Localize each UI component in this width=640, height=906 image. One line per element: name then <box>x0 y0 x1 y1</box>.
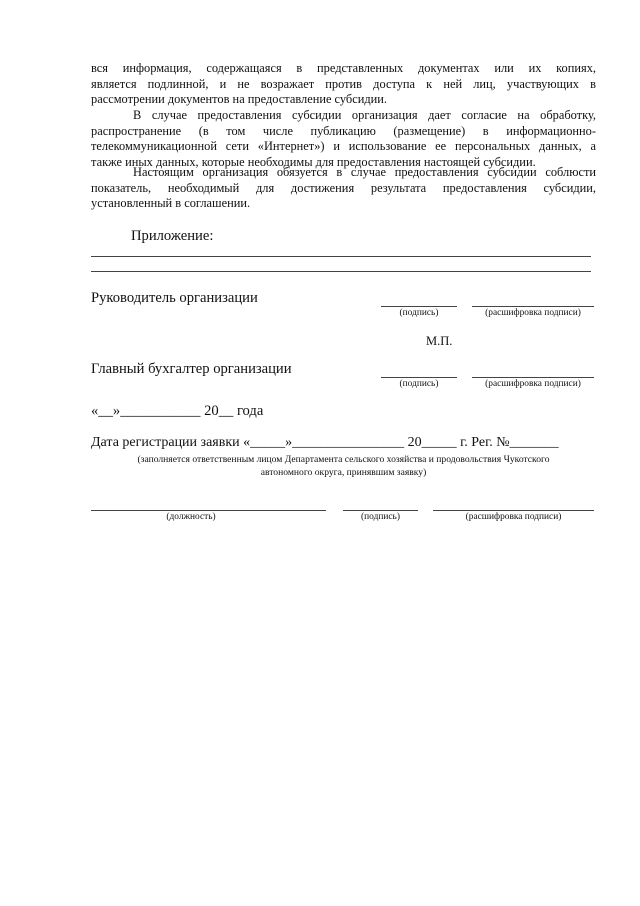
official-signature-line[interactable] <box>343 510 418 511</box>
paragraph-line: также иных данных, которые необходимы для предоставления настоящей субсидии. <box>91 154 536 169</box>
accountant-title: Главный бухгалтер организации <box>91 361 292 377</box>
attachment-label: Приложение: <box>131 228 214 244</box>
paragraph-line: распространение (в том числе публикацию (размещение) в информационно- <box>91 123 596 138</box>
paragraph-line: вся информация, содержащаяся в представленных документах или их копиях, <box>91 61 596 75</box>
paragraph-consent <box>91 108 596 170</box>
decode-caption: (расшифровка подписи) <box>485 379 581 389</box>
paragraph-authenticity <box>91 61 596 108</box>
decode-caption: (расшифровка подписи) <box>465 512 562 522</box>
signature-caption: (подпись) <box>399 379 439 389</box>
registration-note: (заполняется ответственным лицом Департамента сельского хозяйства и продовольствия Чукотского <box>137 454 550 465</box>
head-decode-line[interactable] <box>472 306 594 307</box>
position-caption: (должность) <box>166 512 216 522</box>
paragraph-line: показатель, необходимый для достижения результата предоставления субсидии, <box>91 180 596 195</box>
accountant-signature-line[interactable] <box>381 377 457 378</box>
registration-field[interactable]: Дата регистрации заявки «_____»________________ 20_____ г. Рег. №_______ <box>91 435 559 450</box>
registration-note: автономного округа, принявшим заявку) <box>260 467 427 478</box>
date-field[interactable]: «__»___________ 20__ года <box>91 403 264 419</box>
attachment-line[interactable] <box>91 256 591 257</box>
attachment-line[interactable] <box>91 271 591 272</box>
paragraph-line: рассмотрении документов на предоставление субсидии. <box>91 92 388 107</box>
paragraph-line: установленный в соглашении. <box>91 196 251 211</box>
signature-caption: (подпись) <box>361 512 400 522</box>
paragraph-line: Настоящим организация обязуется в случае предоставления субсидии соблюсти <box>133 165 596 179</box>
official-decode-line[interactable] <box>433 510 594 511</box>
signature-caption: (подпись) <box>399 308 439 318</box>
head-title: Руководитель организации <box>91 290 258 306</box>
paragraph-obligation <box>91 165 596 212</box>
paragraph-line: телекоммуникационной сети «Интернет») и использование ее персональных данных, а <box>91 139 596 154</box>
decode-caption: (расшифровка подписи) <box>485 308 581 318</box>
seal-label: М.П. <box>426 334 453 348</box>
accountant-decode-line[interactable] <box>472 377 594 378</box>
position-line[interactable] <box>91 510 326 511</box>
head-signature-line[interactable] <box>381 306 457 307</box>
paragraph-line: является подлинной, и не возражает против доступа к ней лиц, участвующих в <box>91 76 596 91</box>
paragraph-line: В случае предоставления субсидии организация дает согласие на обработку, <box>133 108 596 122</box>
